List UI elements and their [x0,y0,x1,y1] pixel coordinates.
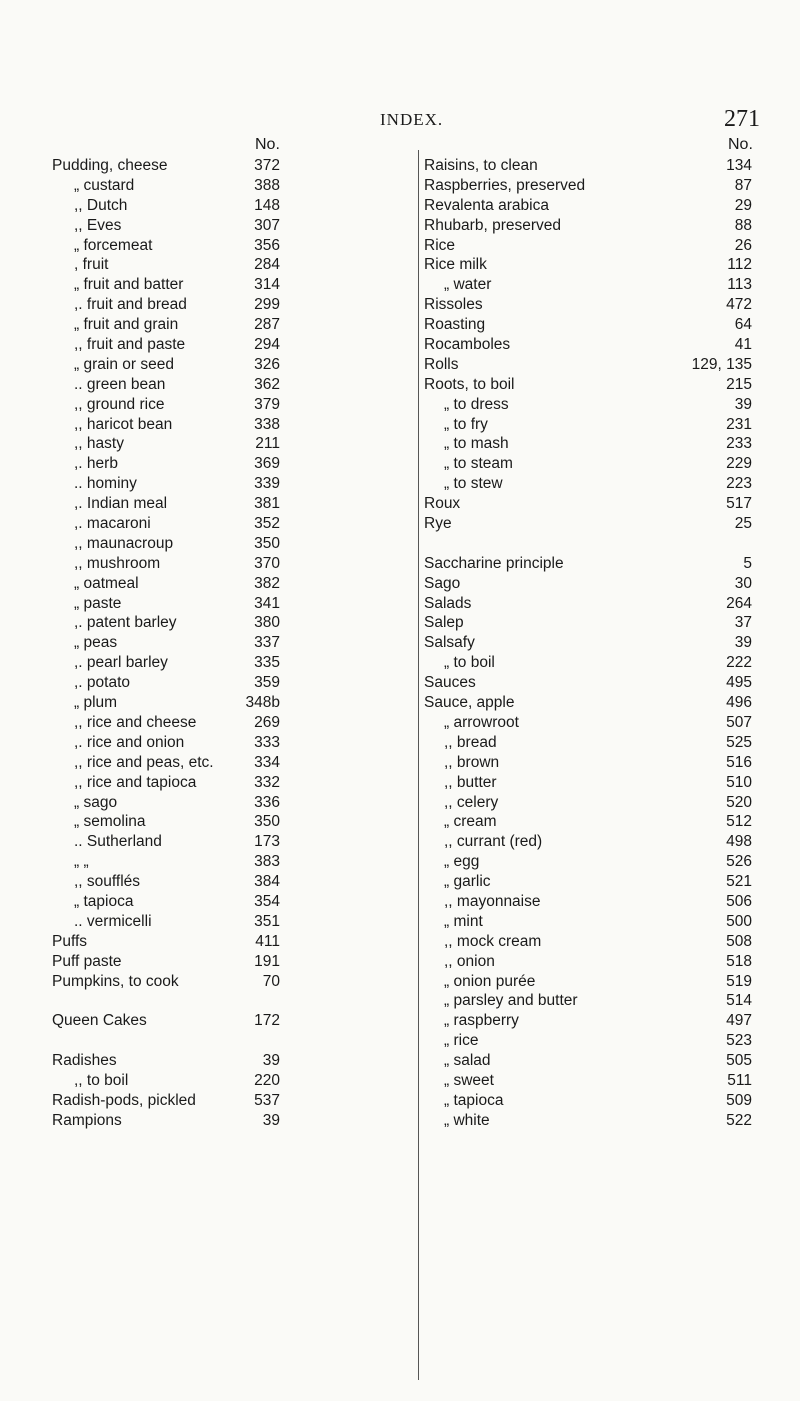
index-entry-list [52,156,412,1131]
entry-number: 341 [254,594,280,612]
entry-term: „ grain or seed [74,355,174,373]
index-entry [422,375,760,395]
entry-number: 269 [254,713,280,731]
index-entry [52,494,412,514]
entry-term: „ custard [74,176,135,194]
index-entry [52,335,412,355]
entry-number: 496 [726,694,752,712]
entry-term: „ sweet [444,1071,494,1089]
entry-number: 113 [727,276,752,294]
entry-number: 362 [254,375,280,393]
entry-term: ,. patent barley [74,614,177,632]
entry-term: „ to mash [444,435,509,453]
entry-term: ,, rice and tapioca [74,773,197,791]
entry-term: Sauces [424,674,476,692]
index-entry [52,415,412,435]
index-entry [422,236,760,256]
index-entry [422,514,760,534]
entry-term: ,, bread [444,733,497,751]
index-entry [422,713,760,733]
index-entry [422,932,760,952]
entry-number: 148 [254,196,280,214]
entry-term: Radishes [52,1052,117,1070]
entry-term: Puff paste [52,952,122,970]
entry-number: 522 [726,1111,752,1129]
entry-term: „ paste [74,594,122,612]
entry-term: „ egg [444,853,480,871]
index-entry [52,255,412,275]
index-entry [52,613,412,633]
entry-number: 382 [254,574,280,592]
entry-term: Roux [424,495,461,513]
index-entry-list [422,156,760,1131]
entry-term: „ arrowroot [444,713,519,731]
index-entry [52,1091,412,1111]
entry-term: „ mint [444,912,483,930]
entry-number: 222 [726,654,752,672]
entry-number: 388 [254,176,280,194]
entry-term: Rye [424,515,452,533]
index-entry [422,952,760,972]
entry-number: 231 [726,415,752,433]
entry-term: „ salad [444,1052,491,1070]
entry-number: 520 [726,793,752,811]
entry-number: 30 [734,574,752,592]
entry-term: „ raspberry [444,1012,519,1030]
index-entry [52,773,412,793]
entry-term: Pudding, cheese [52,157,168,174]
entry-term: Rissoles [424,296,483,314]
index-entry [422,474,760,494]
index-entry [52,753,412,773]
entry-term: ,, rice and cheese [74,713,197,731]
entry-number: 25 [734,515,752,533]
index-entry [422,335,760,355]
entry-number: 338 [254,415,280,433]
index-entry [422,812,760,832]
entry-number: 336 [254,793,280,811]
entry-term: Rhubarb, preserved [424,216,561,234]
index-entry [422,216,760,236]
entry-number: 264 [726,594,752,612]
index-entry [52,892,412,912]
entry-number: 518 [726,952,752,970]
entry-term: ,, mock cream [444,932,542,950]
entry-term: ,. pearl barley [74,654,168,672]
entry-number: 525 [726,733,752,751]
entry-number: 526 [726,853,752,871]
entry-number: 507 [726,713,752,731]
page-number: 271 [724,106,760,132]
entry-number: 495 [726,674,752,692]
entry-term: „ white [444,1111,490,1129]
index-entry [52,633,412,653]
index-entry [52,852,412,872]
entry-term: „ sago [74,793,118,811]
entry-term: Pumpkins, to cook [52,972,179,990]
entry-number: 379 [254,395,280,413]
entry-number: 29 [734,196,752,214]
entry-number: 500 [726,912,752,930]
entry-term: ,, celery [444,793,499,811]
entry-number: 39 [734,395,752,413]
index-entry [422,773,760,793]
index-entry [52,434,412,454]
index-entry [422,972,760,992]
index-entry [52,196,412,216]
entry-number: 351 [254,912,280,930]
index-entry [52,554,412,574]
entry-number: 498 [726,833,752,851]
index-entry [52,1051,412,1071]
entry-term: ,, onion [444,952,495,970]
entry-term: ,, haricot bean [74,415,173,433]
index-entry [422,176,760,196]
entry-term: ,. rice and onion [74,733,185,751]
entry-number: 220 [254,1071,280,1089]
index-entry [422,753,760,773]
entry-term: ,, mayonnaise [444,892,541,910]
index-entry [52,1071,412,1091]
entry-number: 233 [726,435,752,453]
entry-number: 497 [726,1012,752,1030]
entry-number: 129, 135 [691,355,752,373]
entry-term: Sago [424,574,461,592]
index-entry [422,892,760,912]
index-entry [52,713,412,733]
entry-term: Radish-pods, pickled [52,1091,196,1109]
index-entry [422,255,760,275]
entry-term: Revalenta arabica [424,196,549,214]
index-entry [52,355,412,375]
entry-number: 354 [254,892,280,910]
entry-number: 350 [254,534,280,552]
index-entry [52,474,412,494]
entry-number: 339 [254,475,280,493]
entry-term: ,. Indian meal [74,495,168,513]
index-entry [422,793,760,813]
entry-term: „ onion purée [444,972,536,990]
entry-number: 509 [726,1091,752,1109]
entry-term: ,, to boil [74,1071,129,1089]
index-entry [422,574,760,594]
entry-term: .. hominy [74,475,137,493]
entry-term: Roasting [424,316,486,334]
index-entry [422,1111,760,1131]
entry-term: „ to fry [444,415,488,433]
index-entry [422,454,760,474]
entry-term: „ garlic [444,873,491,891]
column-divider [418,150,419,1380]
entry-term: „ fruit and batter [74,276,184,294]
entry-number: 326 [254,355,280,373]
index-column-left [52,136,412,1131]
entry-term: Sauce, apple [424,694,515,712]
entry-term: ,, Eves [74,216,122,234]
entry-number: 299 [254,296,280,314]
entry-number: 334 [254,753,280,771]
entry-number: 514 [726,992,752,1010]
index-entry [52,395,412,415]
entry-number: 333 [254,733,280,751]
index-entry [52,793,412,813]
entry-number: 521 [726,873,752,891]
entry-term: ,, soufflés [74,873,141,891]
index-entry [422,852,760,872]
entry-number: 505 [726,1052,752,1070]
index-column-right [422,136,760,1131]
index-entry [52,832,412,852]
entry-number: 335 [254,654,280,672]
entry-number: 512 [726,813,752,831]
index-entry [52,972,412,992]
entry-term: ,, fruit and paste [74,336,186,354]
entry-number: 511 [727,1071,752,1089]
entry-number: 41 [734,336,752,354]
entry-number: 287 [254,316,280,334]
entry-number: 314 [254,276,280,294]
entry-number: 134 [726,157,752,174]
index-entry [52,693,412,713]
index-entry [52,673,412,693]
entry-number: 517 [726,495,752,513]
index-entry [422,156,760,176]
entry-number: 337 [254,634,280,652]
index-entry [422,295,760,315]
entry-number: 294 [254,336,280,354]
index-entry [422,355,760,375]
index-entry [422,395,760,415]
index-entry [52,653,412,673]
index-entry [52,594,412,614]
entry-term: Rocamboles [424,336,511,354]
index-entry [422,494,760,514]
index-entry [422,1091,760,1111]
index-entry [422,872,760,892]
entry-number: 211 [255,435,280,453]
entry-number: 506 [726,892,752,910]
entry-term: ,, currant (red) [444,833,543,851]
entry-number: 519 [726,972,752,990]
entry-term: ,, mushroom [74,554,161,572]
entry-term: ,, butter [444,773,497,791]
entry-number: 508 [726,932,752,950]
entry-number: 87 [734,176,752,194]
index-entry [422,554,760,574]
entry-term: „ tapioca [444,1091,504,1109]
entry-term: „ plum [74,694,118,712]
entry-number: 380 [254,614,280,632]
entry-number: 112 [727,256,752,274]
entry-term: „ to boil [444,654,495,672]
index-entry [422,991,760,1011]
entry-term: „ semolina [74,813,146,831]
entry-number: 39 [262,1052,280,1070]
entry-number: 223 [726,475,752,493]
entry-number: 284 [254,256,280,274]
entry-term: .. vermicelli [74,912,152,930]
entry-term: .. Sutherland [74,833,162,851]
entry-term: „ to steam [444,455,513,473]
index-entry [52,932,412,952]
index-entry [422,434,760,454]
index-entry [52,1011,412,1031]
entry-term: Rice milk [424,256,487,274]
entry-number: 70 [262,972,280,990]
entry-number: 411 [255,932,280,950]
entry-number: 384 [254,873,280,891]
entry-number: 348b [245,694,280,712]
entry-term: „ forcemeat [74,236,153,254]
entry-number: 39 [262,1111,280,1129]
entry-number: 215 [726,375,752,393]
entry-term: ,. herb [74,455,118,473]
entry-term: „ fruit and grain [74,316,179,334]
entry-number: 350 [254,813,280,831]
entry-number: 229 [726,455,752,473]
index-entry [422,912,760,932]
running-head [0,108,800,134]
index-entry [422,1051,760,1071]
entry-term: ,, hasty [74,435,124,453]
entry-term: ,, ground rice [74,395,165,413]
column-header [422,136,760,156]
entry-term: .. green bean [74,375,166,393]
entry-term: ,. potato [74,674,131,692]
index-entry [422,196,760,216]
number-column-label: No. [728,136,753,153]
index-entry [52,912,412,932]
entry-number: 191 [254,952,280,970]
entry-term: ,, rice and peas, etc. [74,753,214,771]
index-entry [422,1011,760,1031]
entry-number: 523 [726,1032,752,1050]
entry-number: 173 [254,833,280,851]
entry-term: Roots, to boil [424,375,515,393]
entry-term: „ water [444,276,492,294]
entry-number: 88 [734,216,752,234]
entry-term: ,, brown [444,753,500,771]
entry-number: 370 [254,554,280,572]
page-title: INDEX. [380,110,444,129]
entry-term: „ „ [74,853,89,871]
entry-number: 516 [726,753,752,771]
entry-term: Saccharine principle [424,554,564,572]
entry-term: Rice [424,236,456,254]
entry-number: 172 [254,1012,280,1030]
entry-number: 39 [734,634,752,652]
entry-term: „ rice [444,1032,479,1050]
index-entry [52,275,412,295]
entry-term: Raisins, to clean [424,157,538,174]
index-entry [422,1031,760,1051]
index-entry [422,653,760,673]
entry-term: Salads [424,594,472,612]
entry-number: 359 [254,674,280,692]
entry-number: 5 [743,554,752,572]
entry-number: 372 [254,157,280,174]
index-entry [52,534,412,554]
entry-number: 352 [254,515,280,533]
index-entry [422,415,760,435]
entry-term: „ cream [444,813,497,831]
entry-term: ,, Dutch [74,196,128,214]
index-entry [52,454,412,474]
index-entry [52,514,412,534]
entry-term: Rolls [424,355,459,373]
index-entry [422,733,760,753]
entry-term: „ tapioca [74,892,134,910]
entry-term: Puffs [52,932,88,950]
index-entry [52,236,412,256]
entry-term: ,. fruit and bread [74,296,187,314]
entry-term: Salep [424,614,464,632]
index-entry [422,1071,760,1091]
index-entry [422,613,760,633]
index-entry [422,594,760,614]
entry-term: „ peas [74,634,118,652]
entry-number: 510 [726,773,752,791]
entry-term: Salsafy [424,634,475,652]
entry-number: 332 [254,773,280,791]
index-entry [52,176,412,196]
index-entry [52,156,412,176]
index-entry [52,1111,412,1131]
entry-number: 369 [254,455,280,473]
index-entry [52,574,412,594]
index-entry [52,295,412,315]
index-entry [422,315,760,335]
index-entry [52,375,412,395]
entry-number: 472 [726,296,752,314]
entry-term: ,. macaroni [74,515,151,533]
entry-number: 64 [734,316,752,334]
index-entry [422,832,760,852]
entry-number: 381 [254,495,280,513]
index-entry [422,693,760,713]
entry-term: „ parsley and butter [444,992,578,1010]
entry-number: 26 [734,236,752,254]
entry-number: 356 [254,236,280,254]
entry-term: „ to dress [444,395,509,413]
index-entry [52,733,412,753]
index-entry [422,633,760,653]
entry-number: 383 [254,853,280,871]
entry-term: Rampions [52,1111,122,1129]
entry-term: ,, maunacroup [74,534,174,552]
index-entry [52,872,412,892]
entry-number: 37 [734,614,752,632]
entry-term: Raspberries, preserved [424,176,586,194]
entry-term: „ oatmeal [74,574,139,592]
index-entry [52,216,412,236]
entry-number: 537 [254,1091,280,1109]
index-entry [422,275,760,295]
entry-term: Queen Cakes [52,1012,147,1030]
index-entry [52,812,412,832]
entry-term: „ to stew [444,475,503,493]
column-header [52,136,412,156]
index-entry [52,952,412,972]
entry-number: 307 [254,216,280,234]
number-column-label: No. [255,136,280,153]
index-entry [422,673,760,693]
entry-term: , fruit [74,256,109,274]
index-entry [52,315,412,335]
